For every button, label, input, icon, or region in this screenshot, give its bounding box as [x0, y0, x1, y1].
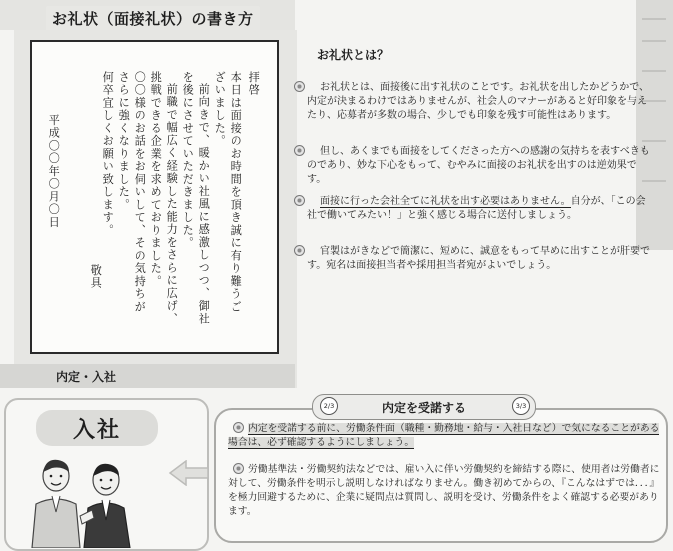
bullet-icon	[233, 422, 244, 433]
offer-text: 内定を受諾する前に、労働条件面（職種・勤務地・給与・入社日など）で気になることがある場合は、必ず確認するようにしましょう。	[228, 423, 660, 448]
about-heading: お礼状とは？	[317, 48, 390, 62]
section-title: 内定・入社	[56, 370, 117, 384]
page-badge-right: 3/3	[512, 397, 530, 415]
offer-title: 内定を受諾する	[312, 394, 536, 420]
about-paragraph	[307, 81, 652, 124]
letter-line: ざいました。	[213, 71, 227, 148]
letter-line: 本日は面接のお時間を頂き誠に有り難うご	[229, 71, 243, 314]
arrow-left-icon	[168, 460, 210, 486]
about-text: お礼状とは、面接後に出す礼状のことです。お礼状を出したかどうかで、内定が決まるわけではありませんが、社会人のマナーがあると好印象を与えたり、応募者が多数の場合、少しでも印象を残す可能性はあります。	[307, 82, 649, 122]
bullet-icon	[294, 245, 305, 256]
offer-paragraph	[228, 422, 660, 450]
about-paragraph	[307, 245, 652, 273]
letter-line: 前職で幅広く経験した能力をさらに広げ、	[165, 83, 179, 326]
section-band	[0, 364, 295, 388]
bullet-icon	[294, 81, 305, 92]
bullet-icon	[233, 463, 244, 474]
letter-line: 挑戦できる企業を求めておりました。	[149, 71, 163, 288]
letter-line: 〇〇様のお話をお伺いして、その気持ちが	[133, 71, 147, 314]
letter-keigu: 敬具	[89, 264, 103, 290]
about-paragraph	[307, 195, 652, 223]
letter-line: 何卒宜しくお願い致します。	[101, 71, 115, 237]
page-title: お礼状（面接礼状）の書き方	[46, 6, 260, 31]
letter-line: さらに強くなりました。	[117, 71, 131, 212]
join-label: 入社	[36, 410, 158, 446]
bullet-icon	[294, 145, 305, 156]
offer-paragraph	[228, 463, 660, 519]
businessmen-icon	[26, 454, 136, 548]
about-text: 官製はがきなどで簡潔に、短めに、誠意をもって早めに出すことが肝要です。宛名は面接担当者や採用担当者宛がよいでしょう。	[307, 246, 650, 272]
about-paragraph	[307, 145, 652, 188]
letter-line: を後にさせていただきました。	[181, 71, 195, 250]
bullet-icon	[294, 195, 305, 206]
letter-sample	[30, 40, 279, 354]
about-text-underlined: 面接に行った会社全てに礼状を出す必要はありません。	[320, 196, 571, 207]
letter-date: 平成〇〇年〇月〇日	[47, 114, 61, 229]
offer-text: 労働基準法・労働契約法などでは、雇い入に伴い労働契約を締結する際に、使用者は労働者に対して、労働条件を明示し説明しなければなりません。働き初めてからの、『こんなはずでは．．．』を極力回避するために、企業に疑問点は質問し、説明を受け、労働条件をよく確認する必要があります。	[228, 464, 660, 517]
page-badge-left: 2/3	[320, 397, 338, 415]
letter-line: 前向きで、暖かい社風に感激しつつ、御社	[197, 83, 211, 326]
about-text: 自分が、「この会社で働いてみたい！」と強く感じる場合に送付しましょう。	[307, 196, 646, 222]
about-text: 但し、あくまでも面接をしてくださった方への感謝の気持ちを表すべきものであり、妙な下心をもって、むやみに面接のお礼状を出すのは逆効果です。	[307, 146, 650, 186]
letter-haikei: 拝啓	[247, 71, 261, 97]
